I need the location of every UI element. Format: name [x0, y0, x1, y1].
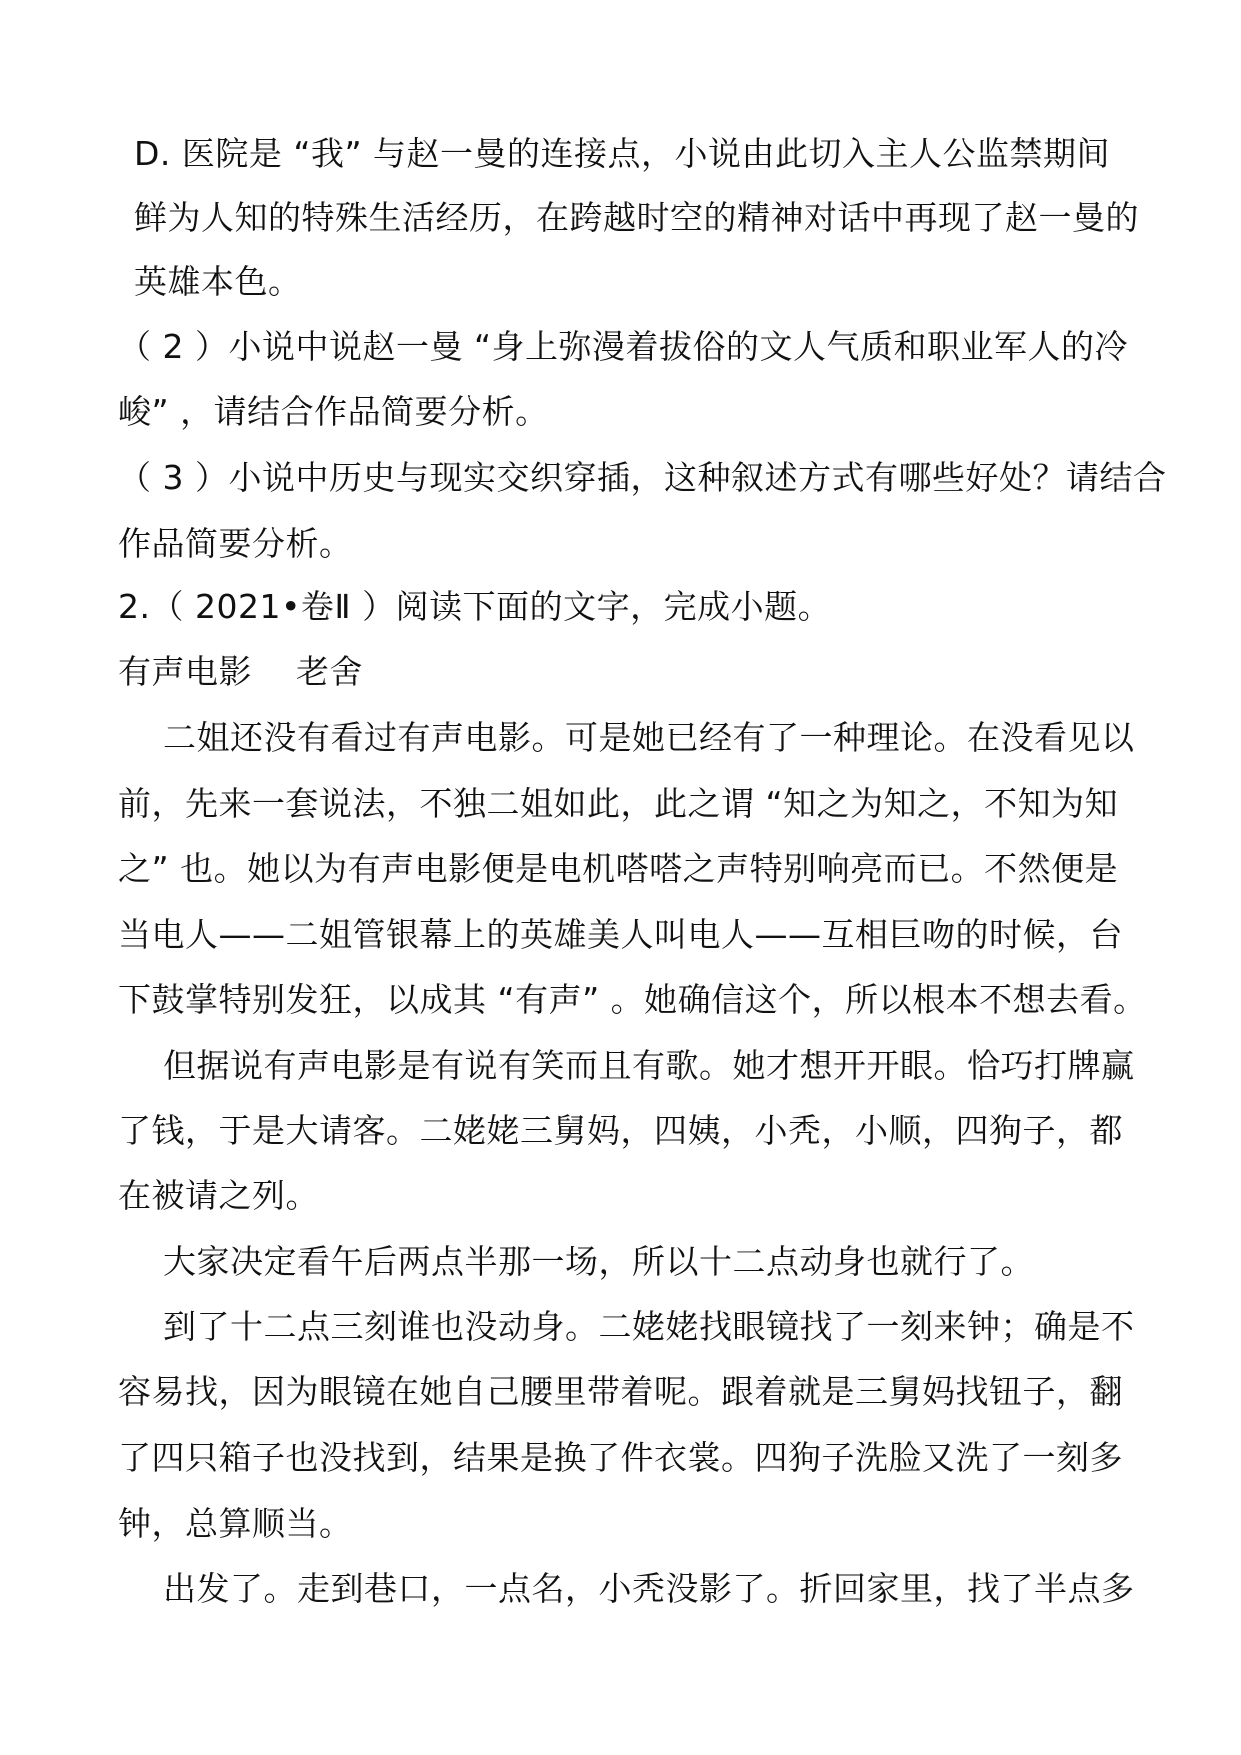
question-3-line-1: （ 3 ）小说中历史与现实交织穿插，这种叙述方式有哪些好处？请结合 — [118, 458, 1167, 497]
section-2-heading: 2.（ 2021•卷Ⅱ ）阅读下面的文字，完成小题。 — [118, 587, 832, 626]
paragraph-4-line-1: 到了十二点三刻谁也没动身。二姥姥找眼镜找了一刻来钟；确是不 — [163, 1307, 1135, 1346]
paragraph-1-line-4: 当电人——二姐管银幕上的英雄美人叫电人——互相巨吻的时候，台 — [118, 915, 1123, 954]
paragraph-3-line-1: 大家决定看午后两点半那一场，所以十二点动身也就行了。 — [163, 1242, 1034, 1281]
paragraph-1-line-1: 二姐还没有看过有声电影。可是她已经有了一种理论。在没看见以 — [163, 718, 1135, 757]
story-author: 老舍 — [296, 652, 363, 691]
paragraph-4-line-3: 了四只箱子也没找到，结果是换了件衣裳。四狗子洗脸又洗了一刻多 — [118, 1438, 1123, 1477]
question-3-line-2: 作品简要分析。 — [118, 524, 353, 563]
paragraph-2-line-1: 但据说有声电影是有说有笑而且有歌。她才想开开眼。恰巧打牌赢 — [163, 1046, 1135, 1085]
paragraph-1-line-3: 之” 也。她以为有声电影便是电机嗒嗒之声特别响亮而已。不然便是 — [118, 849, 1119, 888]
story-title-line — [118, 650, 1241, 694]
question-2-line-2: 峻” ，请结合作品简要分析。 — [118, 392, 549, 431]
paragraph-5-line-1: 出发了。走到巷口，一点名，小秃没影了。折回家里，找了半点多 — [163, 1569, 1135, 1608]
paragraph-4-line-4: 钟，总算顺当。 — [118, 1504, 353, 1543]
option-d-line-2: 鲜为人知的特殊生活经历，在跨越时空的精神对话中再现了赵一曼的 — [134, 198, 1139, 237]
paragraph-1-line-5: 下鼓掌特别发狂，以成其 “有声” 。她确信这个，所以根本不想去看。 — [118, 980, 1147, 1019]
paragraph-2-line-2: 了钱，于是大请客。二姥姥三舅妈，四姨，小秃，小顺，四狗子，都 — [118, 1111, 1123, 1150]
paragraph-1-line-2: 前，先来一套说法，不独二姐如此，此之谓 “知之为知之，不知为知 — [118, 784, 1119, 823]
option-d-line-1: D. 医院是 “我” 与赵一曼的连接点，小说由此切入主人公监禁期间 — [134, 134, 1111, 173]
paragraph-4-line-2: 容易找，因为眼镜在她自己腰里带着呢。跟着就是三舅妈找钮子，翻 — [118, 1372, 1123, 1411]
paragraph-2-line-3: 在被请之列。 — [118, 1176, 319, 1215]
story-title: 有声电影 — [118, 652, 252, 691]
option-d-line-3: 英雄本色。 — [134, 262, 302, 301]
question-2-line-1: （ 2 ）小说中说赵一曼 “身上弥漫着拔俗的文人气质和职业军人的冷 — [118, 327, 1129, 366]
